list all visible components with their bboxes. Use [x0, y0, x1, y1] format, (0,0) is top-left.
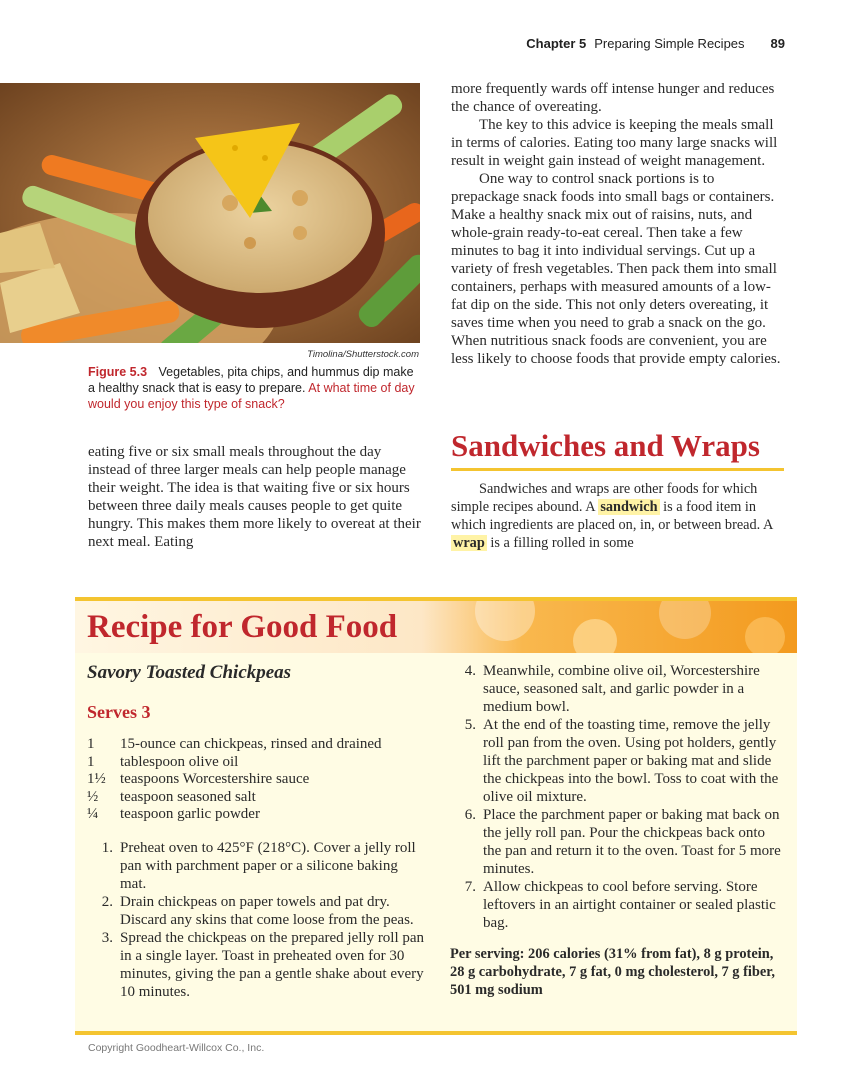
step-text: Preheat oven to 425°F (218°C). Cover a jelly roll pan with parchment paper or a silicone baking mat.: [120, 840, 416, 892]
recipe-step: [450, 716, 782, 806]
recipe-step: [450, 662, 782, 716]
ingredient-text: 15-ounce can chickpeas, rinsed and drained: [120, 736, 382, 752]
step-text: Spread the chickpeas on the prepared jelly roll pan in a single layer. Toast in preheated oven for 30 minutes, giving the pan a gentle shake about every 10 minutes.: [120, 930, 425, 1000]
ingredient-qty: 1½: [87, 771, 106, 787]
recipe-feature-box: [75, 597, 797, 1035]
ingredient-text: teaspoon seasoned salt: [120, 788, 256, 805]
recipe-step: [87, 839, 427, 893]
ingredient-qty: ¼: [87, 806, 99, 822]
step-number: 6.: [464, 807, 476, 823]
ingredient-item: [87, 806, 427, 824]
chapter-title: Preparing Simple Recipes: [594, 36, 745, 51]
caption-text: Vegetables, pita chips, and hummus dip make a healthy snack that is easy to prepare.: [88, 365, 414, 395]
nutrition-info: Per serving: 206 calories (31% from fat), 8 g protein, 28 g carbohydrate, 7 g fat, 0 mg cholesterol, 7 g fiber, 501 mg sodium: [450, 946, 775, 998]
chapter-label: Chapter 5: [526, 36, 587, 51]
ingredient-text: tablespoon olive oil: [120, 753, 239, 770]
recipe-name: Savory Toasted Chickpeas: [87, 662, 292, 683]
step-text: Meanwhile, combine olive oil, Worcestershire sauce, seasoned salt, and garlic powder in a medium bowl.: [483, 663, 760, 715]
step-number: 5.: [464, 717, 476, 733]
recipe-step: [87, 929, 427, 1001]
figure-caption: [88, 364, 418, 412]
section-heading: Sandwiches and Wraps: [451, 428, 784, 471]
key-term-wrap: wrap: [453, 535, 485, 551]
section-body: [451, 480, 786, 552]
page-number: 89: [770, 36, 785, 51]
step-number: 3.: [101, 930, 113, 946]
step-number: 1.: [101, 840, 113, 856]
ingredient-qty: 1: [87, 753, 95, 770]
ingredient-text: teaspoon garlic powder: [120, 806, 260, 822]
photo-credit: Timolina/Shutterstock.com: [307, 349, 419, 360]
ingredient-item: [87, 754, 427, 772]
recipe-steps-right: [450, 662, 782, 932]
recipe-step: [450, 878, 782, 932]
step-number: 2.: [101, 894, 113, 910]
running-header: [526, 36, 785, 51]
step-text: Place the parchment paper or baking mat back on the jelly roll pan. Pour the chickpeas back onto the pan and return it to the oven. Toast for 5 more minutes.: [483, 807, 781, 877]
right-column-text: [451, 80, 786, 368]
paragraph: more frequently wards off intense hunger and reduces the chance of overeating.: [451, 81, 775, 115]
step-number: 7.: [464, 879, 476, 895]
caption-question: At what time of day would you enjoy this type of snack?: [88, 381, 415, 411]
step-text: Allow chickpeas to cool before serving. Store leftovers in an airtight container or sealed plastic bag.: [483, 879, 776, 931]
left-column-text: [88, 443, 423, 551]
recipe-banner-title: Recipe for Good Food: [87, 609, 398, 645]
ingredient-text: teaspoons Worcestershire sauce: [120, 771, 310, 787]
recipe-step: [87, 893, 427, 929]
recipe-banner: [75, 601, 797, 653]
text-run: Sandwiches and wraps are other foods for which simple recipes abound. A: [451, 481, 758, 515]
paragraph: One way to control snack portions is to prepackage snack foods into small bags or containers. Make a healthy snack mix out of raisins, nuts, and whole-grain ready-to-eat cereal. Then take a few minutes to bag it into individual servings. Cut up a variety of fresh vegetables. Then pack them into small containers, perhaps with measured amounts of a low-fat dip on the side. This not only deters overeating, it saves time when you need to grab a snack on the go. When nutritious snack foods are convenient, you are less likely to choose foods that provide empty calories.: [451, 171, 781, 367]
figure-label: Figure 5.3: [88, 365, 148, 379]
hummus-photo: [0, 83, 420, 343]
ingredient-item: [87, 771, 427, 789]
recipe-step: [450, 806, 782, 878]
text-run: is a filling rolled in some: [486, 535, 634, 551]
key-term-sandwich: sandwich: [600, 499, 658, 515]
ingredient-list: [87, 736, 427, 824]
recipe-serves: Serves 3: [87, 702, 151, 722]
paragraph: eating five or six small meals throughout the day instead of three larger meals can help people manage their weight. The idea is that waiting five or six hours between three daily meals causes people to get quite hungry. This makes them more likely to overeat at their next meal. Eating: [88, 444, 421, 550]
copyright-notice: Copyright Goodheart-Willcox Co., Inc.: [88, 1042, 265, 1054]
ingredient-item: [87, 736, 427, 754]
step-number: 4.: [464, 663, 476, 679]
ingredient-item: [87, 789, 427, 807]
paragraph: The key to this advice is keeping the meals small in terms of calories. Eating too many large snacks will result in weight gain instead of weight management.: [451, 117, 778, 169]
recipe-steps-left: [87, 839, 427, 1001]
text-run: is a food item in which ingredients are placed on, in, or between bread. A: [451, 499, 773, 533]
ingredient-qty: 1: [87, 736, 95, 752]
step-text: Drain chickpeas on paper towels and pat dry. Discard any skins that come loose from the peas.: [120, 894, 414, 928]
ingredient-qty: ½: [87, 788, 99, 805]
step-text: At the end of the toasting time, remove the jelly roll pan from the oven. Using pot holders, gently lift the parchment paper or baking mat and slide the chickpeas into the bowl. Toss to coat with the olive oil mixture.: [483, 717, 779, 805]
